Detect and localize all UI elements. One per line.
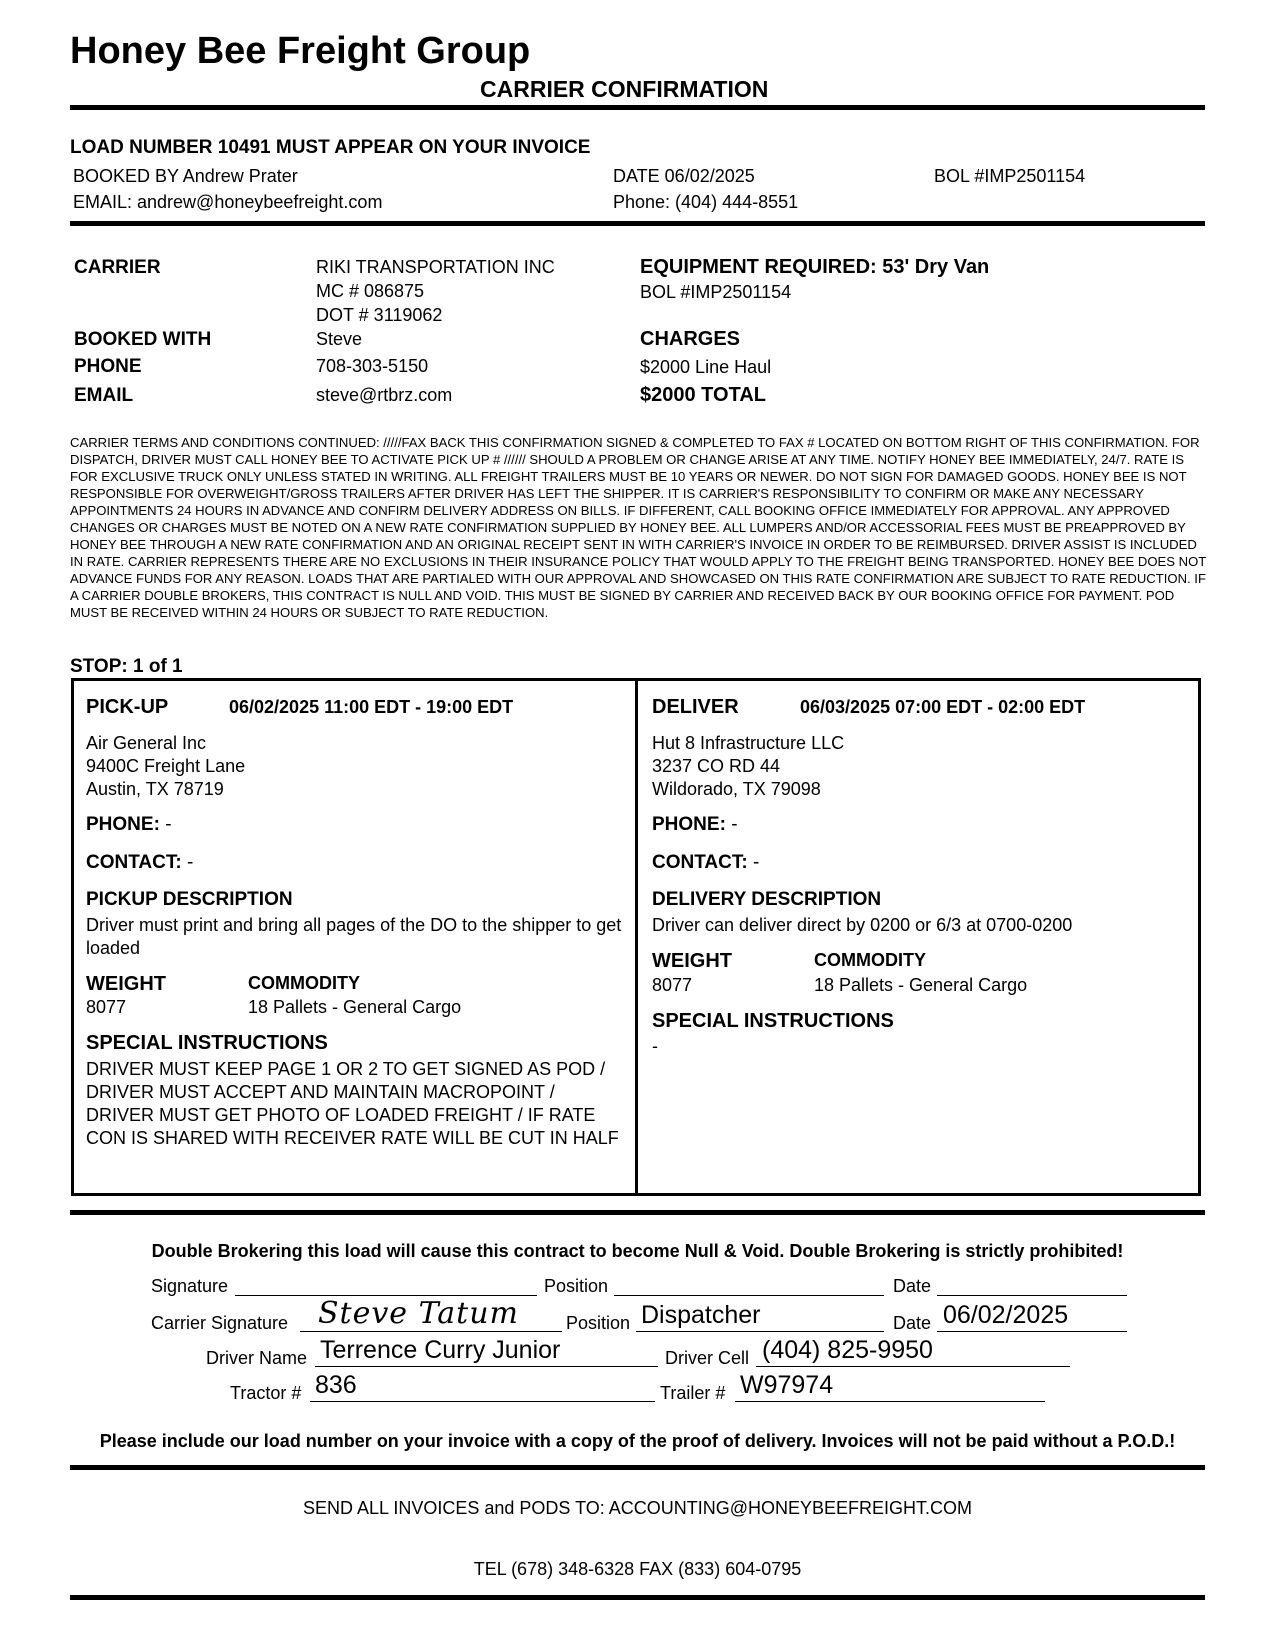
- pickup-instructions: DRIVER MUST KEEP PAGE 1 OR 2 TO GET SIGNED AS POD / DRIVER MUST ACCEPT AND MAINTAIN MACROPOINT / DRIVER MUST GET PHOTO OF LOADED FREIGHT / IF RATE CON IS SHARED WITH RECEIVER RATE WILL BE CUT IN HALF: [86, 1059, 619, 1148]
- booker-phone: Phone: (404) 444-8551: [613, 192, 799, 212]
- delivery-instructions: -: [652, 1036, 658, 1056]
- carrier-date-label: Date: [893, 1313, 932, 1333]
- carrier-position: Dispatcher: [641, 1301, 761, 1329]
- terms-and-conditions: CARRIER TERMS AND CONDITIONS CONTINUED: /////FAX BACK THIS CONFIRMATION SIGNED & COMPLETED TO FAX # LOCATED ON BOTTOM RIGHT OF THIS CONFIRMATION. FOR DISPATCH, DRIVER MUST CALL HONEY BEE TO ACTIVATE PICK UP # ////// SHOULD A PROBLEM OR CHANGE ARISE AT ANY TIME. NOTIFY HONEY BEE IMMEDIATELY, 24/7. RATE IS FOR EXCLUSIVE TRUCK ONLY UNLESS STATED IN WRITING. ALL FREIGHT TRAILERS MUST BE 10 YEARS OR NEWER. DO NOT SIGN FOR DAMAGED GOODS. HONEY BEE IS NOT RESPONSIBLE FOR OVERWEIGHT/GROSS TRAILERS AFTER DRIVER HAS LEFT THE SHIPPER. IT IS CARRIER'S RESPONSIBILITY TO CONFIRM OR MAKE ANY NECESSARY APPOINTMENTS 24 HOURS IN ADVANCE AND CONFIRM DELIVERY ADDRESS ON BILLS. IF DIFFERENT, CALL BOOKING OFFICE IMMEDIATELY FOR APPROVAL. ANY APPROVED CHANGES OR CHARGES MUST BE NOTED ON A NEW RATE CONFIRMATION SUPPLIED BY HONEY BEE. ALL LUMPERS AND/OR ACCESSORIAL FEES MUST BE PREAPPROVED BY HONEY BEE THROUGH A NEW RATE CONFIRMATION AND AN ORIGINAL RECEIPT SENT IN WITH CARRIER'S INVOICE IN ORDER TO BE REIMBURSED. DRIVER ASSIST IS INCLUDED IN RATE. CARRIER REPRESENTS THERE ARE NO EXCLUSIONS IN THEIR INSURANCE POLICY THAT WOULD APPLY TO THE FREIGHT BEING TRANSPORTED. HONEY BEE DOES NOT ADVANCE FUNDS FOR ANY REASON. LOADS THAT ARE PARTIALED WITH OUR APPROVAL AND SHOWCASED ON THIS RATE CONFIRMATION ARE SUBJECT TO RATE REDUCTION. IF A CARRIER DOUBLE BROKERS, THIS CONTRACT IS NULL AND VOID. THIS MUST BE SIGNED BY CARRIER AND RECEIVED BACK BY OUR BOOKING OFFICE FOR PAYMENT. POD MUST BE RECEIVED WITHIN 24 HOURS OR SUBJECT TO RATE REDUCTION.: [70, 435, 1207, 620]
- pickup-instructions-label: SPECIAL INSTRUCTIONS: [86, 1032, 328, 1054]
- stop-label: STOP: 1 of 1: [70, 656, 183, 677]
- driver-name-line[interactable]: [315, 1366, 658, 1367]
- delivery-commodity: 18 Pallets - General Cargo: [814, 975, 1028, 995]
- carrier-dot: DOT # 3119062: [316, 305, 443, 325]
- driver-name-label: Driver Name: [206, 1348, 308, 1368]
- delivery-phone-value: -: [731, 814, 738, 835]
- carrier-email: steve@rtbrz.com: [316, 385, 453, 405]
- pickup-name: Air General Inc: [86, 733, 207, 753]
- carrier-label: CARRIER: [74, 257, 161, 278]
- divider: [70, 1595, 1205, 1600]
- delivery-window: 06/03/2025 07:00 EDT - 02:00 EDT: [800, 697, 1086, 717]
- charges-label: CHARGES: [640, 328, 741, 350]
- pickup-address1: 9400C Freight Lane: [86, 756, 246, 776]
- pickup-window: 06/02/2025 11:00 EDT - 19:00 EDT: [229, 697, 514, 717]
- carrier-position-line[interactable]: [636, 1331, 884, 1332]
- delivery-phone-label: PHONE:: [652, 814, 726, 835]
- carrier-name: RIKI TRANSPORTATION INC: [316, 257, 555, 277]
- delivery-label: DELIVER: [652, 696, 739, 718]
- delivery-contact: [652, 852, 759, 874]
- delivery-description-label: DELIVERY DESCRIPTION: [652, 889, 882, 910]
- pickup-commodity-label: COMMODITY: [248, 973, 360, 993]
- pickup-phone-value: -: [165, 814, 172, 835]
- load-number-notice: LOAD NUMBER 10491 MUST APPEAR ON YOUR INVOICE: [70, 137, 591, 158]
- carrier-date: 06/02/2025: [943, 1301, 1069, 1329]
- carrier-signature: Steve Tatum: [318, 1296, 519, 1331]
- booked-with: Steve: [316, 329, 363, 349]
- delivery-commodity-label: COMMODITY: [814, 950, 926, 970]
- line-haul: $2000 Line Haul: [640, 357, 772, 377]
- pickup-phone: [86, 814, 172, 836]
- carrier-phone-label: PHONE: [74, 356, 142, 377]
- contact-numbers: TEL (678) 348-6328 FAX (833) 604-0795: [473, 1559, 802, 1579]
- signature-label: Signature: [151, 1276, 229, 1296]
- driver-cell-line[interactable]: [756, 1366, 1070, 1367]
- delivery-contact-value: -: [752, 852, 760, 873]
- tractor-number: 836: [315, 1371, 357, 1399]
- equipment-bol: BOL #IMP2501154: [640, 282, 792, 302]
- carrier-signature-line[interactable]: [300, 1331, 562, 1332]
- trailer-line[interactable]: [735, 1401, 1045, 1402]
- delivery-contact-label: CONTACT:: [652, 852, 748, 873]
- date-label: Date: [893, 1276, 932, 1296]
- delivery-phone: [652, 814, 738, 836]
- date-line[interactable]: [937, 1295, 1127, 1296]
- pickup-contact: [86, 852, 193, 874]
- carrier-date-line[interactable]: [937, 1331, 1127, 1332]
- divider: [70, 1465, 1205, 1470]
- pickup-weight: 8077: [86, 997, 127, 1017]
- trailer-label: Trailer #: [660, 1383, 726, 1403]
- carrier-phone: 708-303-5150: [316, 356, 429, 376]
- delivery-instructions-label: SPECIAL INSTRUCTIONS: [652, 1010, 894, 1032]
- position-label: Position: [544, 1276, 609, 1296]
- pickup-label: PICK-UP: [86, 696, 169, 718]
- company-name: Honey Bee Freight Group: [70, 30, 531, 72]
- divider: [70, 221, 1205, 226]
- stop-divider: [635, 678, 638, 1196]
- pod-notice: Please include our load number on your invoice with a copy of the proof of delivery. Invoices will not be paid without a P.O.D.!: [99, 1431, 1176, 1451]
- pickup-description: Driver must print and bring all pages of the DO to the shipper to get loaded: [86, 915, 622, 958]
- carrier-position-label: Position: [566, 1313, 631, 1333]
- carrier-mc: MC # 086875: [316, 281, 425, 301]
- booked-with-label: BOOKED WITH: [74, 329, 212, 350]
- pickup-description-label: PICKUP DESCRIPTION: [86, 889, 293, 910]
- pickup-address2: Austin, TX 78719: [86, 779, 224, 799]
- equipment-required: EQUIPMENT REQUIRED: 53' Dry Van: [640, 256, 990, 278]
- divider: [70, 1210, 1205, 1215]
- pickup-contact-label: CONTACT:: [86, 852, 182, 873]
- document-title: CARRIER CONFIRMATION: [480, 76, 769, 102]
- delivery-weight-label: WEIGHT: [652, 950, 732, 972]
- load-date: DATE 06/02/2025: [613, 166, 755, 186]
- delivery-name: Hut 8 Infrastructure LLC: [652, 733, 845, 753]
- pickup-commodity: 18 Pallets - General Cargo: [248, 997, 462, 1017]
- carrier-email-label: EMAIL: [74, 385, 134, 406]
- driver-name: Terrence Curry Junior: [320, 1336, 561, 1364]
- booked-by: BOOKED BY Andrew Prater: [73, 166, 298, 186]
- double-brokering-warning: Double Brokering this load will cause this contract to become Null & Void. Double Brokering is strictly prohibited!: [151, 1241, 1124, 1261]
- total-charges: $2000 TOTAL: [640, 384, 766, 406]
- booker-email: EMAIL: andrew@honeybeefreight.com: [73, 192, 383, 212]
- divider: [70, 105, 1205, 110]
- driver-cell-label: Driver Cell: [665, 1348, 750, 1368]
- pickup-weight-label: WEIGHT: [86, 973, 166, 995]
- delivery-address1: 3237 CO RD 44: [652, 756, 781, 776]
- delivery-address2: Wildorado, TX 79098: [652, 779, 821, 799]
- position-line[interactable]: [614, 1295, 884, 1296]
- tractor-line[interactable]: [310, 1401, 655, 1402]
- carrier-signature-label: Carrier Signature: [151, 1313, 289, 1333]
- pickup-contact-value: -: [186, 852, 194, 873]
- driver-cell: (404) 825-9950: [762, 1336, 933, 1364]
- delivery-weight: 8077: [652, 975, 693, 995]
- invoice-email: SEND ALL INVOICES and PODS TO: ACCOUNTING@HONEYBEEFREIGHT.COM: [302, 1498, 973, 1518]
- trailer-number: W97974: [740, 1371, 834, 1399]
- pickup-phone-label: PHONE:: [86, 814, 160, 835]
- bol-number: BOL #IMP2501154: [934, 166, 1086, 186]
- delivery-description: Driver can deliver direct by 0200 or 6/3 at 0700-0200: [652, 915, 1073, 935]
- tractor-label: Tractor #: [230, 1383, 302, 1403]
